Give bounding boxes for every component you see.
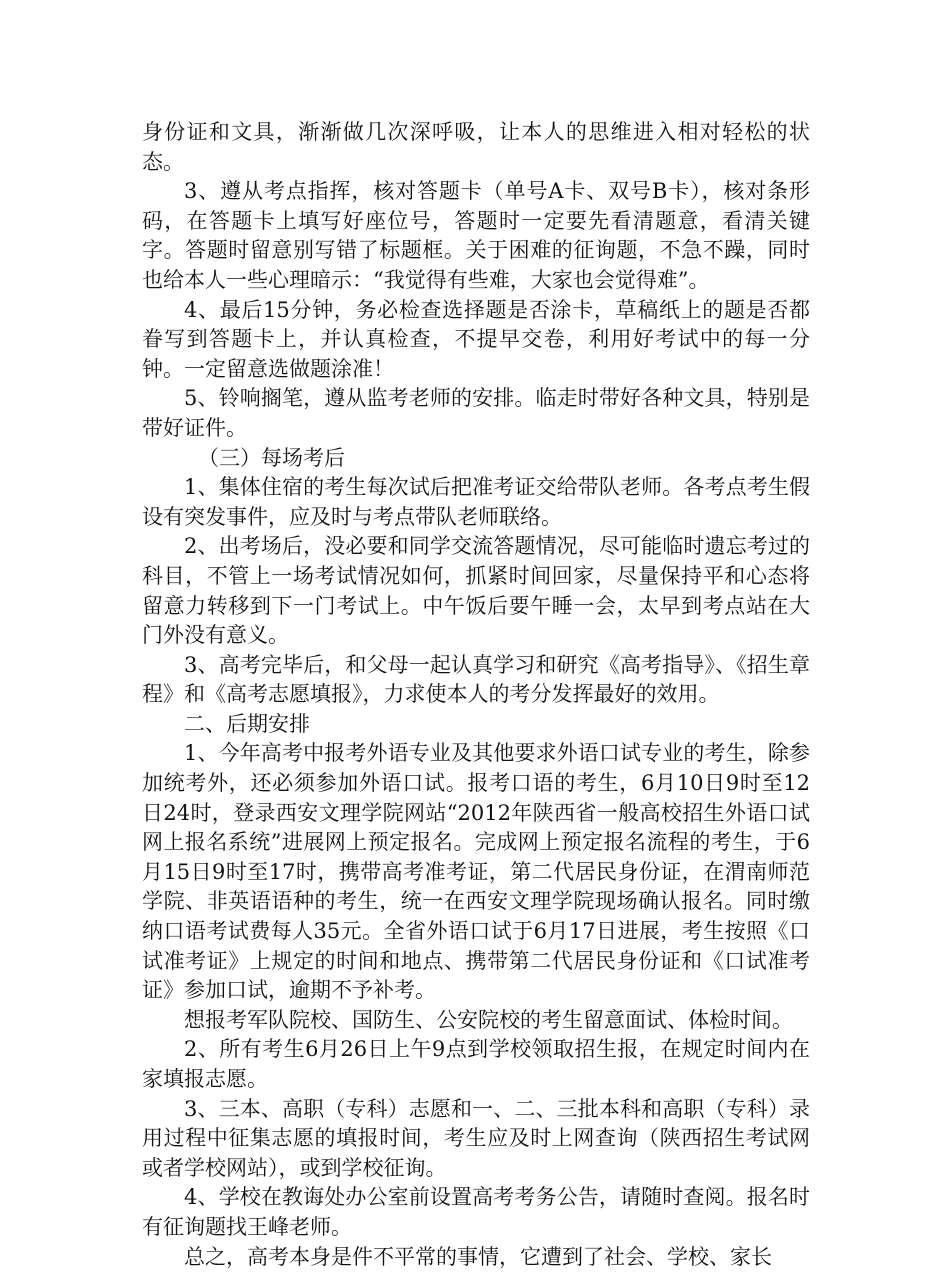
paragraph-later-4-notice: 4、学校在教诲处办公室前设置高考考务公告，请随时查阅。报名时有征询题找王峰老师。 — [142, 1185, 810, 1239]
paragraph-later-3-volunteer-time: 3、三本、高职（专科）志愿和一、二、三批本科和高职（专科）录用过程中征集志愿的填报时间，考生应及时上网查询（陕西招生考试网或者学校网站），或到学校征询。 — [142, 1096, 810, 1180]
paragraph-after-exam-2: 2、出考场后，没必要和同学交流答题情况，尽可能临时遗忘考过的科目，不管上一场考试情况如何，抓紧时间回家，尽量保持平和心态将留意力转移到下一门考试上。中午饭后要午睡一会，太早到考点站在大门外没有意义。 — [142, 534, 810, 648]
paragraph-conclusion: 总之，高考本身是件不平常的事情，它遭到了社会、学校、家长 — [184, 1244, 772, 1269]
paragraph-later-military-schools: 想报考军队院校、国防生、公安院校的考生留意面试、体检时间。 — [184, 1007, 793, 1032]
paragraph-later-1-oral-exam: 1、今年高考中报考外语专业及其他要求外语口试专业的考生，除参加统考外，还必须参加外语口试。报考口语的考生，6月10日9时至12日24时，登录西安文理学院网站“2012年陕西省一般高校招生外语口试网上报名系统”进展网上预定报名。完成网上预定报名流程的考生，于6月15日9时至17时，携带高考准考证，第二代居民身份证，在渭南师范学院、非英语语种的考生，统一在西安文理学院现场确认报名。同时缴纳口语考试费每人35元。全省外语口试于6月17日进展，考生按照《口试准考证》上规定的时间和地点、携带第二代居民身份证和《口试准考证》参加口试，逾期不予补考。 — [142, 741, 810, 1003]
paragraph-later-2-enrollment-paper: 2、所有考生6月26日上午9点到学校领取招生报，在规定时间内在家填报志愿。 — [142, 1037, 810, 1091]
paragraph-item-4-final-check: 4、最后15分钟，务必检查选择题是否涂卡，草稿纸上的题是否都眷写到答题卡上，并认真检查，不提早交卷，利用好考试中的每一分钟。一定留意选做题涂准！ — [142, 297, 810, 381]
paragraph-item-5-bell: 5、铃响搁笔，遵从监考老师的安排。临走时带好各种文具，特别是带好证件。 — [142, 386, 810, 440]
section-heading-after-exam: （三）每场考后 — [198, 445, 345, 470]
paragraph-after-exam-3: 3、高考完毕后，和父母一起认真学习和研究《高考指导》、《招生章程》和《高考志愿填报》，力求使本人的考分发挥最好的效用。 — [142, 652, 810, 707]
document-body — [142, 118, 810, 1272]
paragraph-item-3-answer-card: 3、遵从考点指挥，核对答题卡（单号A卡、双号B卡），核对条形码，在答题卡上填写好座位号，答题时一定要先看清题意，看清关键字。答题时留意别写错了标题框。关于困难的征询题，不急不躁，同时也给本人一些心理暗示：“我觉得有些难，大家也会觉得难”。 — [142, 179, 810, 292]
section-heading-later-arrangements: 二、后期安排 — [184, 711, 310, 736]
paragraph-after-exam-1: 1、集体住宿的考生每次试后把准考证交给带队老师。各考点考生假设有突发事件，应及时与考点带队老师联络。 — [142, 475, 810, 529]
paragraph-continuation: 身份证和文具，渐渐做几次深呼吸，让本人的思维进入相对轻松的状态。 — [142, 120, 810, 174]
